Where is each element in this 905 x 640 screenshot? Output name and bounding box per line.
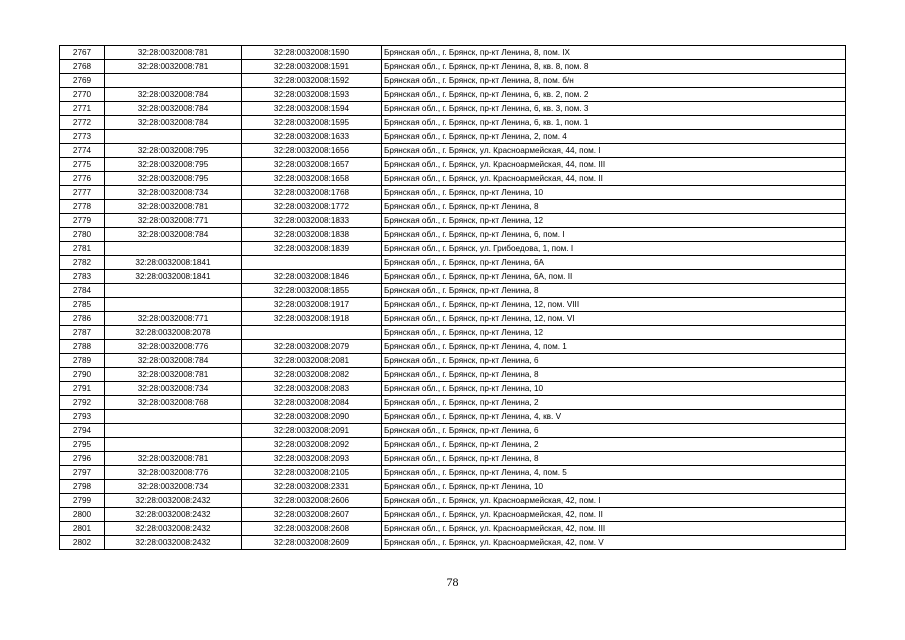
address-cell: Брянская обл., г. Брянск, пр-кт Ленина, 4, пом. 5 — [382, 466, 846, 480]
object-number-cell — [242, 326, 382, 340]
registry-table-body — [60, 46, 846, 550]
address-cell: Брянская обл., г. Брянск, пр-кт Ленина, 2 — [382, 396, 846, 410]
object-number-cell: 32:28:0032008:2608 — [242, 522, 382, 536]
parcel-number-cell — [105, 284, 242, 298]
parcel-number-cell — [105, 130, 242, 144]
address-cell: Брянская обл., г. Брянск, пр-кт Ленина, 6, кв. 1, пом. 1 — [382, 116, 846, 130]
object-number-cell: 32:28:0032008:1593 — [242, 88, 382, 102]
parcel-number-cell: 32:28:0032008:784 — [105, 228, 242, 242]
table-row — [60, 298, 846, 312]
address-cell: Брянская обл., г. Брянск, пр-кт Ленина, 6, кв. 2, пом. 2 — [382, 88, 846, 102]
parcel-number-cell: 32:28:0032008:781 — [105, 452, 242, 466]
address-cell: Брянская обл., г. Брянск, пр-кт Ленина, 10 — [382, 382, 846, 396]
table-row — [60, 466, 846, 480]
address-cell: Брянская обл., г. Брянск, ул. Красноармейская, 42, пом. V — [382, 536, 846, 550]
table-row — [60, 368, 846, 382]
table-row — [60, 200, 846, 214]
row-number-cell: 2790 — [60, 368, 105, 382]
address-cell: Брянская обл., г. Брянск, пр-кт Ленина, 2, пом. 4 — [382, 130, 846, 144]
parcel-number-cell: 32:28:0032008:771 — [105, 214, 242, 228]
parcel-number-cell: 32:28:0032008:734 — [105, 480, 242, 494]
object-number-cell: 32:28:0032008:2331 — [242, 480, 382, 494]
address-cell: Брянская обл., г. Брянск, ул. Красноармейская, 42, пом. II — [382, 508, 846, 522]
row-number-cell: 2796 — [60, 452, 105, 466]
address-cell: Брянская обл., г. Брянск, пр-кт Ленина, 10 — [382, 186, 846, 200]
table-row — [60, 116, 846, 130]
row-number-cell: 2802 — [60, 536, 105, 550]
table-row — [60, 74, 846, 88]
address-cell: Брянская обл., г. Брянск, пр-кт Ленина, 6А, пом. II — [382, 270, 846, 284]
row-number-cell: 2769 — [60, 74, 105, 88]
address-cell: Брянская обл., г. Брянск, пр-кт Ленина, 12, пом. VI — [382, 312, 846, 326]
row-number-cell: 2780 — [60, 228, 105, 242]
row-number-cell: 2799 — [60, 494, 105, 508]
table-row — [60, 452, 846, 466]
object-number-cell: 32:28:0032008:1917 — [242, 298, 382, 312]
parcel-number-cell — [105, 74, 242, 88]
parcel-number-cell: 32:28:0032008:734 — [105, 186, 242, 200]
parcel-number-cell: 32:28:0032008:784 — [105, 354, 242, 368]
row-number-cell: 2788 — [60, 340, 105, 354]
parcel-number-cell: 32:28:0032008:776 — [105, 466, 242, 480]
address-cell: Брянская обл., г. Брянск, пр-кт Ленина, 6 — [382, 354, 846, 368]
object-number-cell: 32:28:0032008:2079 — [242, 340, 382, 354]
object-number-cell: 32:28:0032008:2093 — [242, 452, 382, 466]
address-cell: Брянская обл., г. Брянск, пр-кт Ленина, 12, пом. VIII — [382, 298, 846, 312]
object-number-cell: 32:28:0032008:1839 — [242, 242, 382, 256]
parcel-number-cell: 32:28:0032008:1841 — [105, 270, 242, 284]
object-number-cell: 32:28:0032008:2082 — [242, 368, 382, 382]
parcel-number-cell: 32:28:0032008:768 — [105, 396, 242, 410]
row-number-cell: 2791 — [60, 382, 105, 396]
object-number-cell: 32:28:0032008:1595 — [242, 116, 382, 130]
object-number-cell: 32:28:0032008:1656 — [242, 144, 382, 158]
object-number-cell: 32:28:0032008:2105 — [242, 466, 382, 480]
row-number-cell: 2773 — [60, 130, 105, 144]
row-number-cell: 2801 — [60, 522, 105, 536]
table-row — [60, 508, 846, 522]
row-number-cell: 2770 — [60, 88, 105, 102]
parcel-number-cell: 32:28:0032008:1841 — [105, 256, 242, 270]
table-row — [60, 46, 846, 60]
object-number-cell: 32:28:0032008:1833 — [242, 214, 382, 228]
object-number-cell: 32:28:0032008:2084 — [242, 396, 382, 410]
address-cell: Брянская обл., г. Брянск, пр-кт Ленина, 8, кв. 8, пом. 8 — [382, 60, 846, 74]
address-cell: Брянская обл., г. Брянск, пр-кт Ленина, 8 — [382, 452, 846, 466]
row-number-cell: 2797 — [60, 466, 105, 480]
table-row — [60, 186, 846, 200]
parcel-number-cell: 32:28:0032008:781 — [105, 368, 242, 382]
table-row — [60, 396, 846, 410]
object-number-cell: 32:28:0032008:2090 — [242, 410, 382, 424]
object-number-cell: 32:28:0032008:2081 — [242, 354, 382, 368]
parcel-number-cell: 32:28:0032008:781 — [105, 46, 242, 60]
parcel-number-cell: 32:28:0032008:795 — [105, 158, 242, 172]
table-row — [60, 438, 846, 452]
table-row — [60, 242, 846, 256]
row-number-cell: 2776 — [60, 172, 105, 186]
row-number-cell: 2783 — [60, 270, 105, 284]
row-number-cell: 2794 — [60, 424, 105, 438]
table-row — [60, 284, 846, 298]
table-row — [60, 102, 846, 116]
row-number-cell: 2789 — [60, 354, 105, 368]
row-number-cell: 2768 — [60, 60, 105, 74]
address-cell: Брянская обл., г. Брянск, пр-кт Ленина, 4, пом. 1 — [382, 340, 846, 354]
row-number-cell: 2787 — [60, 326, 105, 340]
address-cell: Брянская обл., г. Брянск, пр-кт Ленина, 8, пом. IX — [382, 46, 846, 60]
row-number-cell: 2771 — [60, 102, 105, 116]
table-row — [60, 172, 846, 186]
table-row — [60, 424, 846, 438]
row-number-cell: 2782 — [60, 256, 105, 270]
parcel-number-cell: 32:28:0032008:771 — [105, 312, 242, 326]
address-cell: Брянская обл., г. Брянск, ул. Красноармейская, 42, пом. I — [382, 494, 846, 508]
address-cell: Брянская обл., г. Брянск, ул. Красноармейская, 44, пом. I — [382, 144, 846, 158]
address-cell: Брянская обл., г. Брянск, пр-кт Ленина, 8 — [382, 284, 846, 298]
object-number-cell: 32:28:0032008:1918 — [242, 312, 382, 326]
row-number-cell: 2795 — [60, 438, 105, 452]
address-cell: Брянская обл., г. Брянск, пр-кт Ленина, 6, кв. 3, пом. 3 — [382, 102, 846, 116]
parcel-number-cell: 32:28:0032008:781 — [105, 200, 242, 214]
table-row — [60, 382, 846, 396]
address-cell: Брянская обл., г. Брянск, пр-кт Ленина, 10 — [382, 480, 846, 494]
object-number-cell: 32:28:0032008:2092 — [242, 438, 382, 452]
object-number-cell: 32:28:0032008:2083 — [242, 382, 382, 396]
table-row — [60, 522, 846, 536]
row-number-cell: 2772 — [60, 116, 105, 130]
table-row — [60, 256, 846, 270]
object-number-cell: 32:28:0032008:1657 — [242, 158, 382, 172]
page-number: 78 — [446, 575, 459, 589]
row-number-cell: 2784 — [60, 284, 105, 298]
object-number-cell: 32:28:0032008:1594 — [242, 102, 382, 116]
object-number-cell: 32:28:0032008:1855 — [242, 284, 382, 298]
object-number-cell: 32:28:0032008:1772 — [242, 200, 382, 214]
object-number-cell: 32:28:0032008:1838 — [242, 228, 382, 242]
table-row — [60, 60, 846, 74]
address-cell: Брянская обл., г. Брянск, ул. Красноармейская, 44, пом. II — [382, 172, 846, 186]
row-number-cell: 2792 — [60, 396, 105, 410]
address-cell: Брянская обл., г. Брянск, пр-кт Ленина, 2 — [382, 438, 846, 452]
parcel-number-cell: 32:28:0032008:2432 — [105, 494, 242, 508]
table-row — [60, 480, 846, 494]
address-cell: Брянская обл., г. Брянск, ул. Красноармейская, 44, пом. III — [382, 158, 846, 172]
table-row — [60, 410, 846, 424]
object-number-cell: 32:28:0032008:2606 — [242, 494, 382, 508]
object-number-cell: 32:28:0032008:2091 — [242, 424, 382, 438]
parcel-number-cell: 32:28:0032008:776 — [105, 340, 242, 354]
address-cell: Брянская обл., г. Брянск, пр-кт Ленина, 6, пом. I — [382, 228, 846, 242]
parcel-number-cell: 32:28:0032008:781 — [105, 60, 242, 74]
object-number-cell: 32:28:0032008:1633 — [242, 130, 382, 144]
object-number-cell: 32:28:0032008:1590 — [242, 46, 382, 60]
table-row — [60, 536, 846, 550]
row-number-cell: 2767 — [60, 46, 105, 60]
parcel-number-cell — [105, 410, 242, 424]
row-number-cell: 2786 — [60, 312, 105, 326]
object-number-cell: 32:28:0032008:1592 — [242, 74, 382, 88]
table-row — [60, 144, 846, 158]
address-cell: Брянская обл., г. Брянск, пр-кт Ленина, 8 — [382, 368, 846, 382]
address-cell: Брянская обл., г. Брянск, пр-кт Ленина, 12 — [382, 326, 846, 340]
table-row — [60, 354, 846, 368]
table-row — [60, 340, 846, 354]
row-number-cell: 2785 — [60, 298, 105, 312]
parcel-number-cell: 32:28:0032008:784 — [105, 88, 242, 102]
row-number-cell: 2798 — [60, 480, 105, 494]
object-number-cell: 32:28:0032008:2607 — [242, 508, 382, 522]
parcel-number-cell: 32:28:0032008:795 — [105, 144, 242, 158]
object-number-cell: 32:28:0032008:1658 — [242, 172, 382, 186]
parcel-number-cell — [105, 242, 242, 256]
parcel-number-cell: 32:28:0032008:2078 — [105, 326, 242, 340]
row-number-cell: 2775 — [60, 158, 105, 172]
row-number-cell: 2779 — [60, 214, 105, 228]
object-number-cell: 32:28:0032008:1591 — [242, 60, 382, 74]
object-number-cell — [242, 256, 382, 270]
parcel-number-cell: 32:28:0032008:784 — [105, 116, 242, 130]
row-number-cell: 2800 — [60, 508, 105, 522]
table-row — [60, 130, 846, 144]
object-number-cell: 32:28:0032008:1768 — [242, 186, 382, 200]
address-cell: Брянская обл., г. Брянск, ул. Красноармейская, 42, пом. III — [382, 522, 846, 536]
parcel-number-cell: 32:28:0032008:2432 — [105, 536, 242, 550]
table-row — [60, 158, 846, 172]
table-row — [60, 88, 846, 102]
table-row — [60, 326, 846, 340]
parcel-number-cell: 32:28:0032008:795 — [105, 172, 242, 186]
address-cell: Брянская обл., г. Брянск, пр-кт Ленина, 6А — [382, 256, 846, 270]
row-number-cell: 2777 — [60, 186, 105, 200]
parcel-number-cell: 32:28:0032008:2432 — [105, 508, 242, 522]
address-cell: Брянская обл., г. Брянск, пр-кт Ленина, 6 — [382, 424, 846, 438]
parcel-number-cell: 32:28:0032008:784 — [105, 102, 242, 116]
address-cell: Брянская обл., г. Брянск, пр-кт Ленина, 8 — [382, 200, 846, 214]
parcel-number-cell: 32:28:0032008:734 — [105, 382, 242, 396]
address-cell: Брянская обл., г. Брянск, пр-кт Ленина, 12 — [382, 214, 846, 228]
parcel-number-cell — [105, 424, 242, 438]
row-number-cell: 2781 — [60, 242, 105, 256]
parcel-number-cell — [105, 298, 242, 312]
object-number-cell: 32:28:0032008:2609 — [242, 536, 382, 550]
row-number-cell: 2793 — [60, 410, 105, 424]
row-number-cell: 2778 — [60, 200, 105, 214]
address-cell: Брянская обл., г. Брянск, ул. Грибоедова, 1, пом. I — [382, 242, 846, 256]
row-number-cell: 2774 — [60, 144, 105, 158]
table-row — [60, 312, 846, 326]
table-row — [60, 228, 846, 242]
address-cell: Брянская обл., г. Брянск, пр-кт Ленина, 8, пом. б/н — [382, 74, 846, 88]
address-cell: Брянская обл., г. Брянск, пр-кт Ленина, 4, кв. V — [382, 410, 846, 424]
parcel-number-cell: 32:28:0032008:2432 — [105, 522, 242, 536]
table-row — [60, 270, 846, 284]
registry-table — [59, 45, 846, 550]
parcel-number-cell — [105, 438, 242, 452]
table-row — [60, 494, 846, 508]
table-row — [60, 214, 846, 228]
object-number-cell: 32:28:0032008:1846 — [242, 270, 382, 284]
